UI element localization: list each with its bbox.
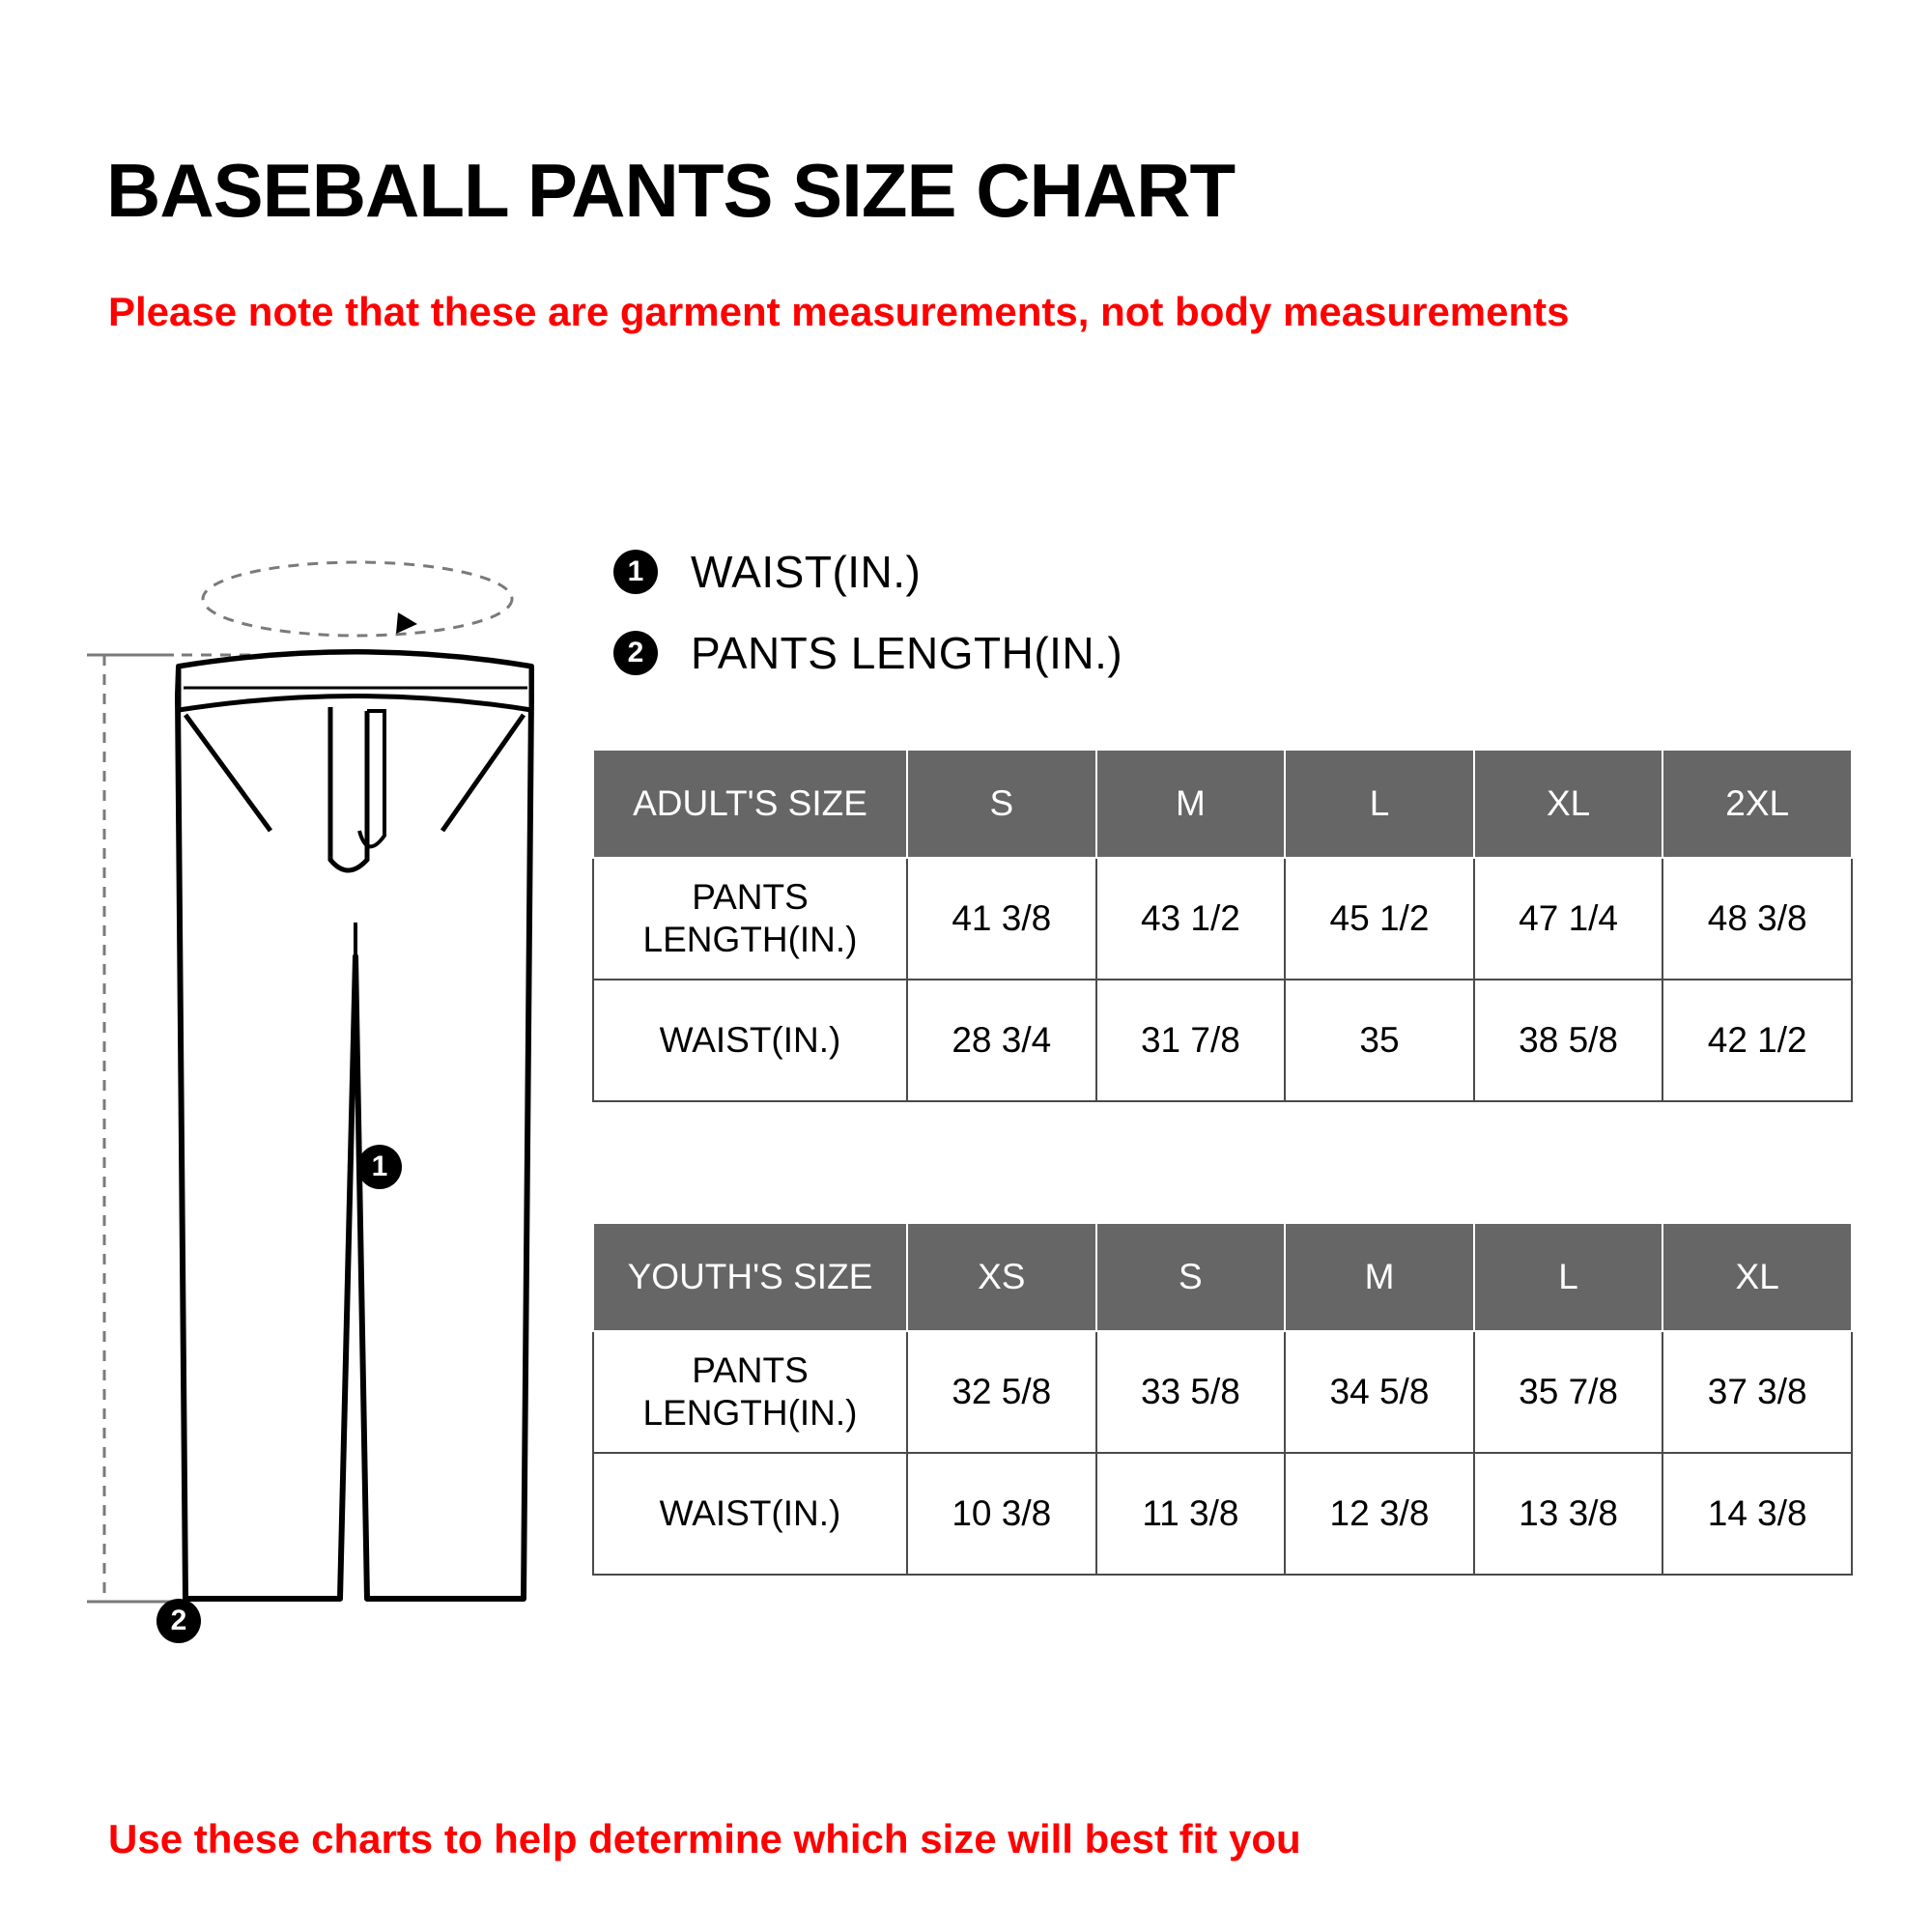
adult-size-header: ADULT'S SIZE [593, 750, 907, 858]
youth-col-xl: XL [1662, 1223, 1852, 1331]
legend-item-waist [613, 546, 1483, 598]
adult-col-m: M [1096, 750, 1286, 858]
youth-pants-length-xl: 37 3/8 [1662, 1331, 1852, 1453]
youth-pants-length-xs: 32 5/8 [907, 1331, 1096, 1453]
adult-col-xl: XL [1474, 750, 1663, 858]
youth-col-xs: XS [907, 1223, 1096, 1331]
youth-waist-xs: 10 3/8 [907, 1453, 1096, 1575]
adult-pants-length-m: 43 1/2 [1096, 858, 1286, 980]
youth-size-table [592, 1222, 1853, 1576]
youth-size-table-container [592, 1222, 1853, 1576]
youth-waist-l: 13 3/8 [1474, 1453, 1663, 1575]
youth-pants-length-l: 35 7/8 [1474, 1331, 1663, 1453]
adult-size-table [592, 749, 1853, 1102]
adult-waist-l: 35 [1285, 980, 1474, 1101]
youth-pants-length-s: 33 5/8 [1096, 1331, 1286, 1453]
adult-pants-length-2xl: 48 3/8 [1662, 858, 1852, 980]
measurement-legend [613, 546, 1483, 708]
marker-1-icon: 1 [613, 550, 658, 594]
adult-pants-length-xl: 47 1/4 [1474, 858, 1663, 980]
adult-col-s: S [907, 750, 1096, 858]
marker-2-icon: 2 [613, 631, 658, 675]
table-row [593, 858, 1852, 980]
adult-row-label-waist: WAIST(IN.) [593, 980, 907, 1101]
adult-waist-2xl: 42 1/2 [1662, 980, 1852, 1101]
youth-row-label-pants-length: PANTS LENGTH(IN.) [593, 1331, 907, 1453]
youth-waist-m: 12 3/8 [1285, 1453, 1474, 1575]
adult-pants-length-s: 41 3/8 [907, 858, 1096, 980]
table-row [593, 1453, 1852, 1575]
adult-row-label-pants-length: PANTS LENGTH(IN.) [593, 858, 907, 980]
diagram-marker-length: 2 [156, 1599, 201, 1643]
youth-col-l: L [1474, 1223, 1663, 1331]
adult-size-table-container [592, 749, 1853, 1102]
youth-waist-xl: 14 3/8 [1662, 1453, 1852, 1575]
adult-waist-s: 28 3/4 [907, 980, 1096, 1101]
garment-measurement-note: Please note that these are garment measurements, not body measurements [108, 289, 1570, 334]
youth-col-m: M [1285, 1223, 1474, 1331]
legend-item-pants-length [613, 627, 1483, 679]
page-title: BASEBALL PANTS SIZE CHART [106, 148, 1236, 234]
legend-label-waist: WAIST(IN.) [691, 547, 922, 597]
table-row [593, 1331, 1852, 1453]
youth-size-header: YOUTH'S SIZE [593, 1223, 907, 1331]
diagram-marker-waist: 1 [357, 1145, 402, 1189]
pants-diagram [77, 541, 580, 1636]
youth-row-label-waist: WAIST(IN.) [593, 1453, 907, 1575]
footer-note: Use these charts to help determine which size will best fit you [108, 1816, 1301, 1861]
adult-waist-m: 31 7/8 [1096, 980, 1286, 1101]
youth-waist-s: 11 3/8 [1096, 1453, 1286, 1575]
pants-illustration-icon [77, 541, 580, 1633]
table-header-row [593, 750, 1852, 858]
youth-pants-length-m: 34 5/8 [1285, 1331, 1474, 1453]
legend-label-pants-length: PANTS LENGTH(IN.) [691, 628, 1123, 678]
table-row [593, 980, 1852, 1101]
adult-waist-xl: 38 5/8 [1474, 980, 1663, 1101]
youth-col-s: S [1096, 1223, 1286, 1331]
adult-col-l: L [1285, 750, 1474, 858]
table-header-row [593, 1223, 1852, 1331]
adult-col-2xl: 2XL [1662, 750, 1852, 858]
adult-pants-length-l: 45 1/2 [1285, 858, 1474, 980]
